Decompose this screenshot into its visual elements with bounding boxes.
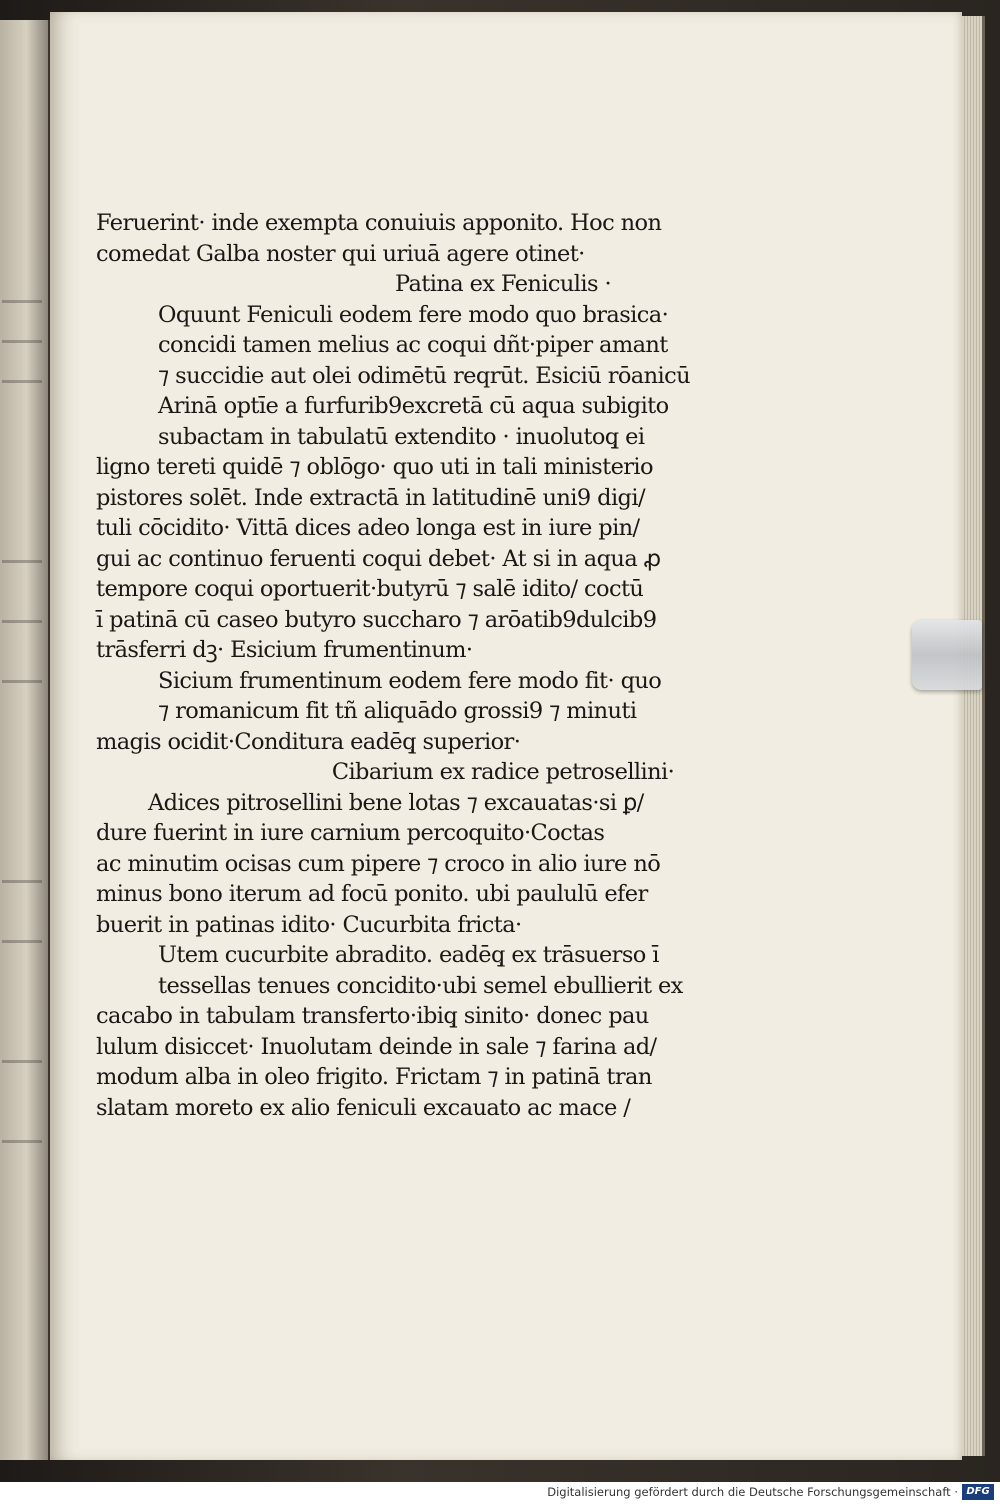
text-line: concidi tamen melius ac coqui dñt·piper amant <box>158 332 668 358</box>
text-line: cacabo in tabulam transferto·ibiq̧ sinito· donec pau <box>96 1003 649 1029</box>
text-line: gui ac continuo feruenti coqui debet· At si in aqua ꝓ <box>96 545 661 572</box>
text-line: subactam in tabulatū extendito · inuolutoq̧ ei <box>158 423 645 450</box>
text-line: tempore coqui oportuerit·butyrū ⁊ salē idito/ coctū <box>96 576 644 602</box>
page-stack-edge <box>962 16 985 1456</box>
text-line: ⁊ succidie aut olei odimētū reqrūt. Esiciū rōanicū <box>158 362 690 389</box>
section-heading: Cibarium ex radice petrosellini· <box>331 759 675 785</box>
text-line: lulum disiccet· Inuolutam deinde in sale ⁊ farina ad/ <box>96 1033 657 1060</box>
page-text <box>96 208 720 1123</box>
facing-page-edge <box>0 20 50 1460</box>
text-line: Oquunt Feniculi eodem fere modo quo brasica· <box>158 301 669 328</box>
text-line: ī patinā cū caseo butyro succharo ⁊ arōatib9dulcib9 <box>96 606 657 633</box>
text-line: ligno tereti quidē ⁊ oblōgo· quo uti in tali ministerio <box>96 454 653 480</box>
text-line: minus bono iterum ad focū ponito. ubi paululū efer <box>96 881 648 907</box>
text-line: tessellas tenues concidito·ubi semel ebullierit ex <box>158 972 683 999</box>
text-line: trāsferri dꝫ· Esicium frumentinum· <box>96 637 473 663</box>
dfg-logo: DFG <box>962 1484 994 1500</box>
text-line: Arinā optīe a furfurib9excretā cū aqua subigito <box>158 393 669 419</box>
text-line: magis ocidit·Conditura eadēq̧ superior· <box>96 728 521 755</box>
text-line: slatam moreto ex alio feniculi excauato ac mace / <box>96 1094 631 1121</box>
section-heading: Patina ex Feniculis · <box>394 271 612 297</box>
text-line: Feruerint· inde exempta conuiuis apponito. Hoc non <box>96 210 662 236</box>
text-line: ⁊ romanicum fit tñ aliquādo grossi9 ⁊ minuti <box>158 698 637 724</box>
text-line: Adices pitrosellini bene lotas ⁊ excauatas·si ꝑ/ <box>148 789 644 816</box>
text-line: buerit in patinas idito· Cucurbita fricta· <box>96 911 522 938</box>
text-line: comedat Galba noster qui uriuā agere otinet· <box>96 240 585 267</box>
text-line: Utem cucurbite abradito. eadēq̧ ex trāsuerso ī <box>158 942 659 968</box>
text-line: modum alba in oleo frigito. Frictam ⁊ in patinā tran <box>96 1064 652 1090</box>
text-line: dure fuerint in iure carnium percoquito·Coctas <box>96 820 605 846</box>
text-line: tuli cōcidito· Vittā dices adeo longa est in iure pin/ <box>96 515 640 541</box>
digitization-credit: Digitalisierung gefördert durch die Deutsche Forschungsgemeinschaft · <box>547 1485 958 1499</box>
text-line: Sicium frumentinum eodem fere modo fit· quo <box>158 667 662 694</box>
text-line: ac minutim ocisas cum pipere ⁊ croco in alio iure nō <box>96 850 661 877</box>
text-line: pistores solēt. Inde extractā in latitudinē uni9 digi/ <box>96 484 645 511</box>
page-clip <box>912 620 982 690</box>
